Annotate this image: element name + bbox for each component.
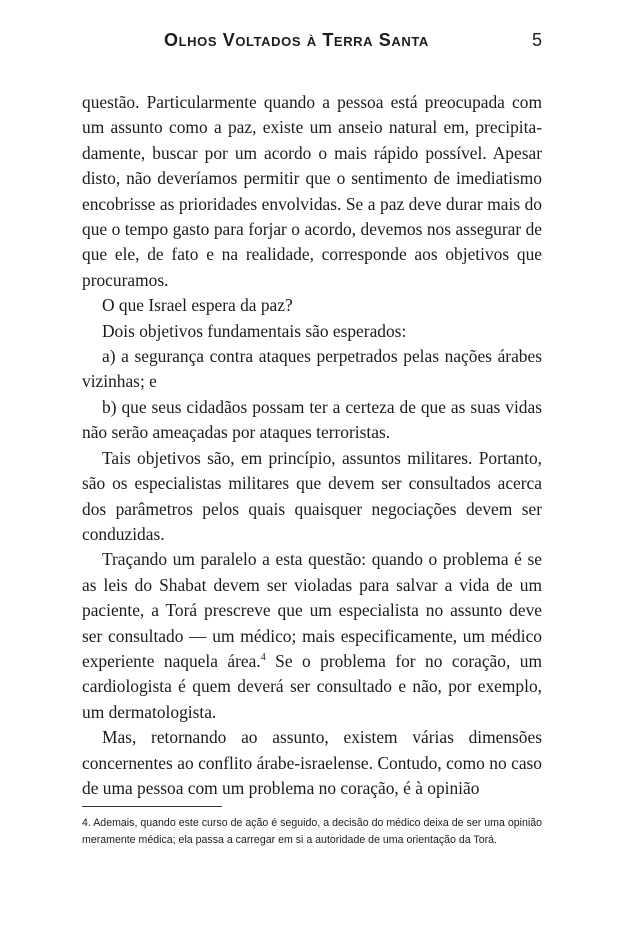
- paragraph: Dois objetivos fundamentais são esperados:: [102, 320, 407, 341]
- paragraph: O que Israel espera da paz?: [102, 295, 293, 316]
- paragraph: [82, 547, 542, 725]
- paragraph-text: Traçando um paralelo a esta questão: quando o problema é se as leis do Shabat devem ser violadas para salvar a vida de um paciente, a Torá prescreve que um especialista no assunto deve ser consultado — um médico; mais especificamente, um médico experiente naquela área.: [82, 549, 542, 671]
- page-number: 5: [532, 30, 543, 50]
- body-text: [82, 90, 542, 801]
- paragraph: a) a segurança contra ataques perpetrados pelas nações árabes vizinhas; e: [82, 346, 542, 392]
- running-title: Olhos Voltados à Terra Santa: [164, 30, 429, 50]
- page-header: [0, 28, 640, 54]
- paragraph: b) que seus cidadãos possam ter a certeza de que as suas vidas não serão ameaçadas por ataques terroristas.: [82, 396, 542, 443]
- footnote-reference: 4: [260, 652, 266, 664]
- paragraph: Mas, retornando ao assunto, existem várias dimensões concernentes ao conflito árabe-israelense. Contudo, como no caso de uma pessoa com um problema no coração, é à opinião: [82, 727, 542, 798]
- footnote-divider: [82, 806, 222, 807]
- paragraph: Tais objetivos são, em princípio, assuntos militares. Portanto, são os especialistas militares que devem ser consultados acerca dos parâmetros pelos quais quaisquer negociações devem ser conduzidas.: [82, 447, 542, 544]
- paragraph-text: Se o problema for no coração, um cardiologista é quem deverá ser consultado e não, por exemplo, um dermatologista.: [82, 650, 542, 722]
- paragraph: questão. Particularmente quando a pessoa está preocupada com um assunto como a paz, existe um anseio natural em, precipitadamente, buscar por um acordo o mais rápido possível. Apesar disto, não deveríamos permitir que o sentimento de imediatismo encobrisse as prioridades envolvidas. Se a paz deve durar mais do que o tempo gasto para forjar o acordo, devemos nos assegurar de que ele, de fato e na realidade, corresponde aos objetivos que procuramos.: [82, 92, 542, 290]
- footnote: 4. Ademais, quando este curso de ação é seguido, a decisão do médico deixa de ser uma opinião meramente médica; ela passa a carregar em si a autoridade de uma orientação da Torá.: [82, 817, 542, 846]
